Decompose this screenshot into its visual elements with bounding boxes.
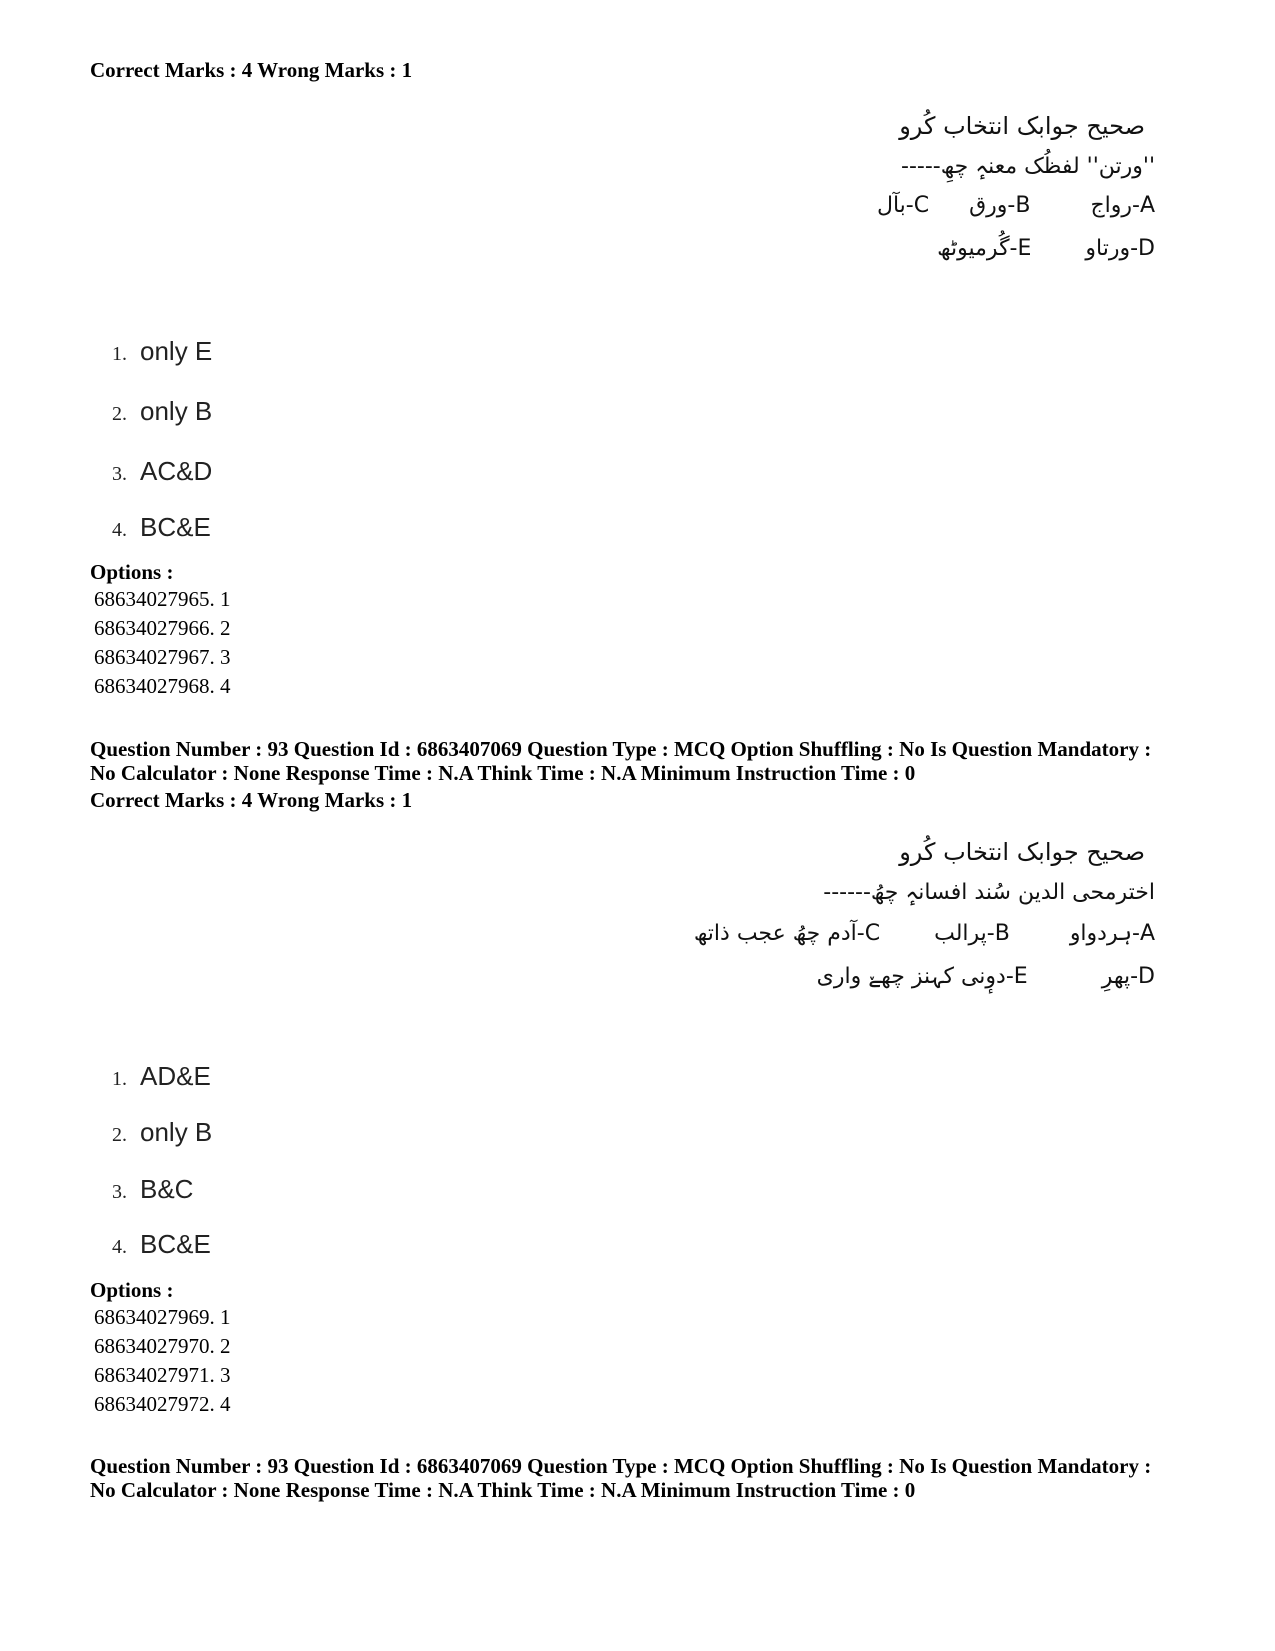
urdu-question-image	[635, 838, 1155, 989]
urdu-option-b: B-ورق	[969, 193, 1031, 218]
choice-item	[112, 396, 212, 427]
choice-number: 1.	[112, 343, 127, 365]
choice-number: 3.	[112, 463, 127, 485]
urdu-question-image	[755, 112, 1155, 261]
urdu-options-row	[635, 964, 1155, 989]
urdu-question: اخترمحی الدین سُند افسانہٕ چھُ------	[823, 880, 1155, 905]
choice-item	[112, 1174, 193, 1205]
marks-line: Correct Marks : 4 Wrong Marks : 1	[90, 788, 413, 812]
options-list	[94, 1303, 231, 1419]
choice-text: AC&D	[140, 456, 213, 486]
options-label: Options :	[90, 1278, 174, 1302]
question-meta	[90, 1454, 1151, 1502]
choice-text: BC&E	[140, 512, 211, 542]
choice-item	[112, 512, 211, 543]
choice-number: 3.	[112, 1181, 127, 1203]
urdu-heading: صحیح جوابک انتخاب کُرو	[899, 112, 1145, 140]
option-id-line: 68634027965. 1	[94, 587, 231, 611]
question-meta-line: No Calculator : None Response Time : N.A Think Time : N.A Minimum Instruction Time : 0	[90, 1478, 916, 1502]
choice-item	[112, 1229, 211, 1260]
question-meta-line: Question Number : 93 Question Id : 6863407069 Question Type : MCQ Option Shuffling : No Is Question Mandatory :	[90, 1454, 1152, 1478]
urdu-option-c: C-بآل	[876, 193, 930, 218]
choice-item	[112, 456, 212, 487]
question-meta-line: No Calculator : None Response Time : N.A Think Time : N.A Minimum Instruction Time : 0	[90, 761, 916, 785]
options-label: Options :	[90, 560, 174, 584]
option-id-line: 68634027972. 4	[94, 1392, 231, 1416]
choice-number: 1.	[112, 1068, 127, 1090]
urdu-options-row	[635, 921, 1155, 946]
urdu-options-row	[755, 236, 1155, 261]
choice-item	[112, 1117, 212, 1148]
choice-item	[112, 1061, 211, 1092]
choice-number: 2.	[112, 1124, 127, 1146]
choice-number: 2.	[112, 403, 127, 425]
choice-text: AD&E	[140, 1061, 211, 1091]
choice-text: B&C	[140, 1174, 194, 1204]
urdu-option-e: E-دوٕنی کہنز چھےٚ واری	[816, 964, 1028, 989]
urdu-option-b: B-پرالب	[934, 921, 1010, 946]
option-id-line: 68634027966. 2	[94, 616, 231, 640]
marks-line: Correct Marks : 4 Wrong Marks : 1	[90, 58, 413, 82]
options-list	[94, 585, 231, 701]
option-id-line: 68634027971. 3	[94, 1363, 231, 1387]
choice-text: only B	[140, 396, 213, 426]
urdu-option-a: A-رواج	[1090, 193, 1155, 218]
choice-text: only B	[140, 1117, 213, 1147]
urdu-options-row	[755, 193, 1155, 218]
question-meta	[90, 737, 1151, 785]
urdu-option-d: D-ورتاو	[1085, 236, 1155, 261]
urdu-option-a: A-ہردواو	[1069, 921, 1155, 946]
urdu-option-d: D-پھرِ	[1101, 964, 1155, 989]
urdu-heading: صحیح جوابک انتخاب کُرو	[899, 838, 1145, 866]
option-id-line: 68634027967. 3	[94, 645, 231, 669]
urdu-option-c: C-آدم چھُ عجب ذاتھ	[693, 921, 881, 946]
choice-text: only E	[140, 336, 213, 366]
option-id-line: 68634027969. 1	[94, 1305, 231, 1329]
choice-item	[112, 336, 212, 367]
option-id-line: 68634027968. 4	[94, 674, 231, 698]
choice-number: 4.	[112, 519, 127, 541]
urdu-question: ''ورتن'' لفظُک معنہٕ چھِ-----	[901, 154, 1155, 179]
option-id-line: 68634027970. 2	[94, 1334, 231, 1358]
choice-number: 4.	[112, 1236, 127, 1258]
choice-text: BC&E	[140, 1229, 211, 1259]
question-meta-line: Question Number : 93 Question Id : 6863407069 Question Type : MCQ Option Shuffling : No Is Question Mandatory :	[90, 737, 1152, 761]
urdu-option-e: E-گُرمیوٹھ	[937, 236, 1032, 261]
